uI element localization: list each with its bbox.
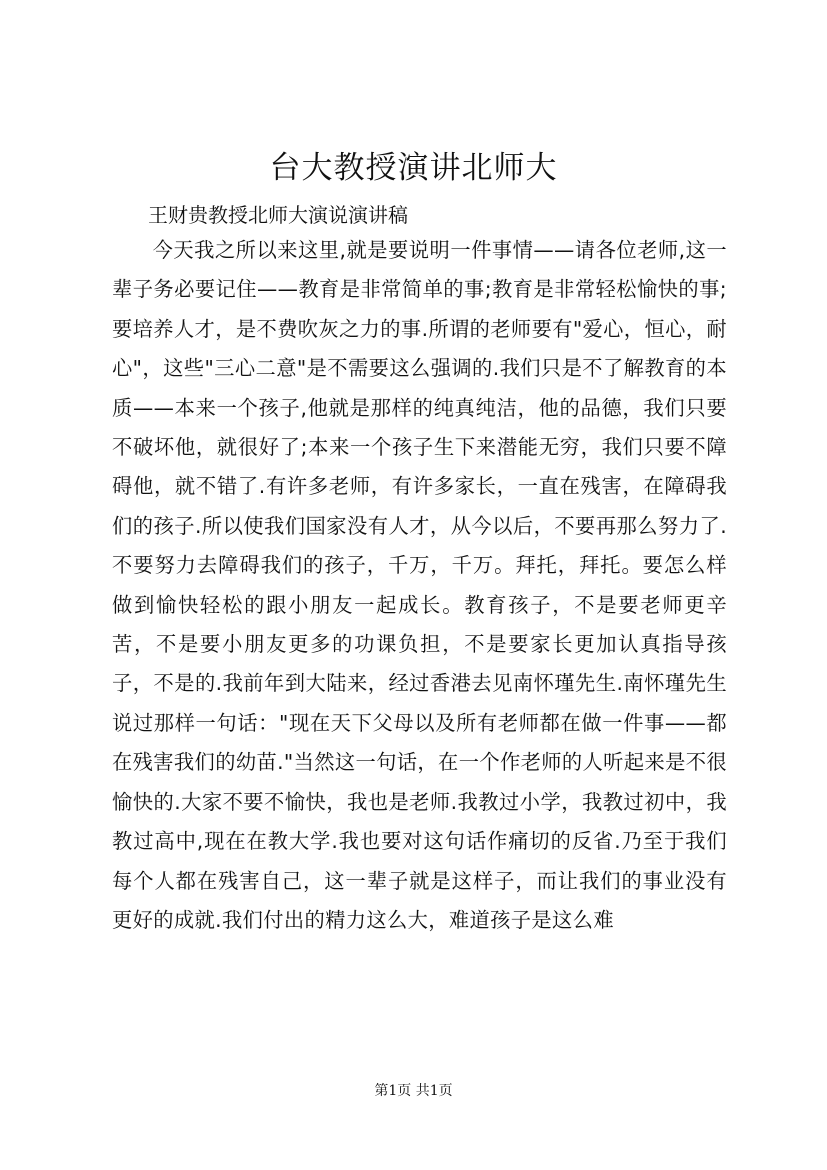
document-title: 台大教授演讲北师大 (269, 150, 558, 186)
document-subtitle: 王财贵教授北师大演说演讲稿 (148, 203, 408, 227)
document-body: 今天我之所以来这里,就是要说明一件事情——请各位老师,这一辈子务必要记住——教育是非常简单的事;教育是非常轻松愉快的事;要培养人才，是不费吹灰之力的事.所谓的老师要有"爱心，恒心，耐心"，这些"三心二意"是不需要这么强调的.我们只是不了解教育的本质——本来一个孩子,他就是那样的纯真纯洁，他的品德，我们只要不破坏他，就很好了;本来一个孩子生下来潜能无穷，我们只要不障碍他，就不错了.有许多老师，有许多家长，一直在残害，在障碍我们的孩子.所以使我们国家没有人才，从今以后，不要再那么努力了.不要努力去障碍我们的孩子，千万，千万。拜托，拜托。要怎么样做到愉快轻松的跟小朋友一起成长。教育孩子，不是要老师更辛苦，不是要小朋友更多的功课负担，不是要家长更加认真指导孩子，不是的.我前年到大陆来，经过香港去见南怀瑾先生.南怀瑾先生说过那样一句话："现在天下父母以及所有老师都在做一件事——都在残害我们的幼苗."当然这一句话，在一个作老师的人听起来是不很愉快的.大家不要不愉快，我也是老师.我教过小学，我教过初中，我教过高中,现在在教大学.我也要对这句话作痛切的反省.乃至于我们每个人都在残害自己，这一辈子就是这样子，而让我们的事业没有更好的成就.我们付出的精力这么大，难道孩子是这么难 (112, 238, 727, 932)
page-footer: 第1页 共1页 (374, 1083, 453, 1099)
